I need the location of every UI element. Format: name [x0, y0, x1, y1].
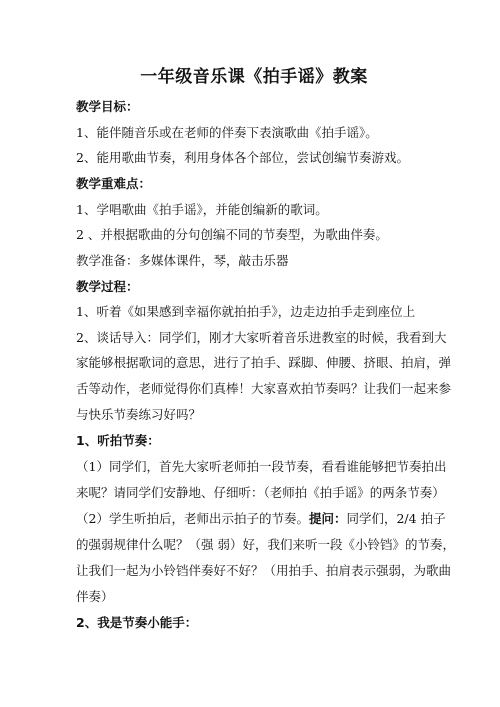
- preparation-text: 教学准备：多媒体课件，琴，敲击乐器: [76, 253, 289, 268]
- paragraph-text: （2）学生听拍后，老师出示拍子的节奏。: [76, 511, 309, 526]
- paragraph-line: 来呢？请同学们安静地、仔细听：（老师拍《拍手谣》的两条节奏）: [76, 485, 445, 500]
- paragraph-line: 与快乐节奏练习好吗？: [76, 407, 202, 422]
- document-title: 一年级音乐课《拍手谣》教案: [140, 67, 368, 87]
- paragraph-line: 让我们一起为小铃铛伴奏好不好？（用拍手、拍肩表示强弱，为歌曲: [76, 563, 452, 578]
- process-heading: 教学过程：: [76, 279, 139, 294]
- section-heading: 2、我是节奏小能手：: [76, 615, 198, 630]
- paragraph-line: 2、谈话导入：同学们，刚才大家听着音乐进教室的时候，我看到大: [76, 330, 447, 345]
- goal-item: 2、能用歌曲节奏，利用身体各个部位，尝试创编节奏游戏。: [76, 150, 409, 165]
- key-points-heading: 教学重难点：: [76, 176, 152, 191]
- goals-heading: 教学目标：: [76, 99, 139, 114]
- paragraph-line: 的强弱规律什么呢？（强 弱）好，我们来听一段《小铃铛》的节奏，: [76, 537, 455, 552]
- key-point-item: 2 、并根据歌曲的分句创编不同的节奏型，为歌曲伴奏。: [76, 227, 388, 242]
- paragraph-line: 家能够根据歌词的意思，进行了拍手、踩脚、伸腰、挤眼、拍肩，弹: [76, 355, 452, 370]
- section-heading: 1、听拍节奏：: [76, 433, 160, 448]
- question-label: 提问：: [308, 511, 347, 526]
- paragraph-line: 舌等动作，老师觉得你们真棒！大家喜欢拍节奏吗？让我们一起来参: [76, 381, 452, 396]
- paragraph-line: [76, 511, 446, 527]
- paragraph-line: 伴奏）: [76, 589, 114, 604]
- goal-item: 1、能伴随音乐或在老师的伴奏下表演歌曲《拍手谣》。: [76, 125, 378, 140]
- process-step: 1、听着《如果感到幸福你就拍拍手》，边走边拍手走到座位上: [76, 304, 416, 319]
- key-point-item: 1、学唱歌曲《拍手谣》，并能创编新的歌词。: [76, 202, 328, 217]
- paragraph-text: 同学们，2/4 拍子: [346, 511, 446, 526]
- paragraph-line: （1）同学们，首先大家听老师拍一段节奏，看看谁能够把节奏拍出: [76, 459, 447, 474]
